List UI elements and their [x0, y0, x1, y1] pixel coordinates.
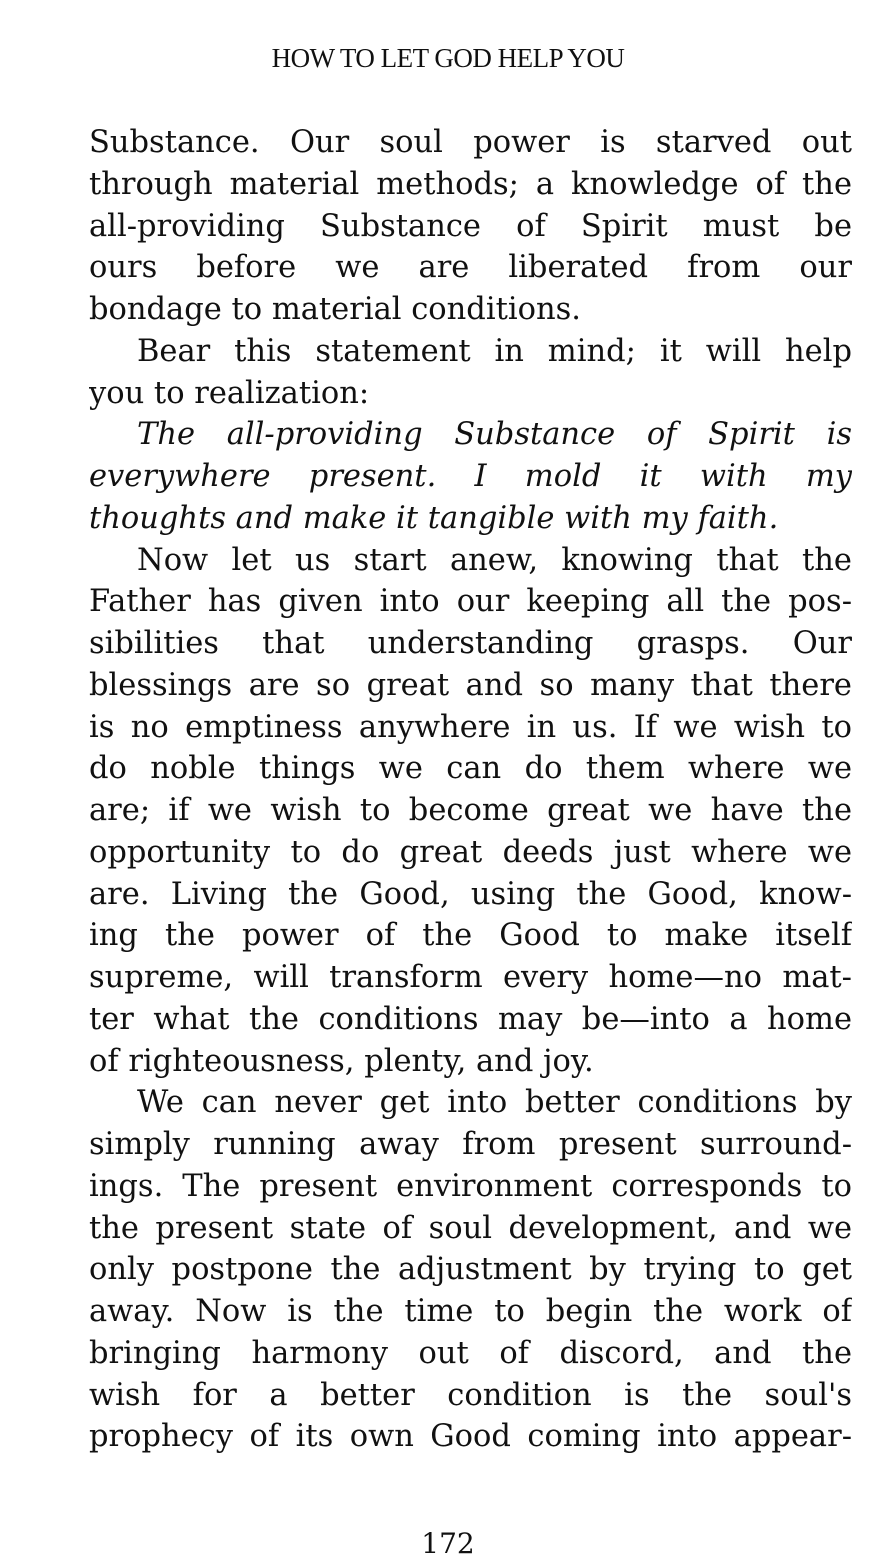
paragraph: [89, 540, 852, 1083]
text-line: ing the power of the Good to make itself: [89, 918, 852, 954]
text-line: The all-providing Substance of Spirit is: [137, 417, 852, 453]
text-line: ings. The present environment corresponds to: [89, 1168, 852, 1204]
text-line: through material methods; a knowledge of the: [89, 166, 852, 202]
text-line: Substance. Our soul power is starved out: [89, 125, 852, 160]
text-line: only postpone the adjustment by trying to get: [89, 1252, 852, 1288]
text-line: simply running away from present surround-: [89, 1127, 852, 1162]
paragraph: [89, 331, 852, 415]
paragraph: [89, 122, 852, 331]
body-text: [89, 122, 852, 1458]
running-head: HOW TO LET GOD HELP YOU: [271, 43, 625, 73]
text-line: ter what the conditions may be—into a home: [89, 1001, 852, 1037]
italic-statement: [89, 414, 852, 539]
text-line: of righteousness, plenty, and joy.: [89, 1043, 594, 1079]
text-line: is no emptiness anywhere in us. If we wish to: [89, 709, 852, 745]
text-line: Now let us start anew, knowing that the: [137, 542, 852, 578]
text-line: do noble things we can do them where we: [89, 751, 852, 787]
text-line: bondage to material conditions.: [89, 292, 581, 327]
text-line: ours before we are liberated from our: [89, 250, 852, 286]
text-line: thoughts and make it tangible with my faith.: [89, 500, 779, 536]
text-line: bringing harmony out of discord, and the: [89, 1335, 852, 1371]
text-line: sibilities that understanding grasps. Our: [89, 626, 852, 661]
text-line: everywhere present. I mold it with my: [89, 459, 852, 494]
text-line: prophecy of its own Good coming into appear-: [89, 1419, 852, 1455]
text-line: you to realization:: [89, 375, 370, 411]
text-line: opportunity to do great deeds just where we: [89, 834, 852, 870]
page-number: 172: [421, 1527, 475, 1560]
text-line: are. Living the Good, using the Good, know-: [89, 876, 852, 912]
text-line: away. Now is the time to begin the work of: [89, 1294, 852, 1329]
text-line: wish for a better condition is the soul's: [89, 1377, 852, 1413]
text-line: Bear this statement in mind; it will help: [137, 333, 852, 369]
text-line: all-providing Substance of Spirit must be: [89, 208, 852, 244]
text-line: the present state of soul development, and we: [89, 1210, 852, 1246]
text-line: We can never get into better conditions by: [137, 1085, 852, 1121]
paragraph: [89, 1082, 852, 1458]
text-line: Father has given into our keeping all the pos-: [89, 584, 852, 620]
text-line: blessings are so great and so many that there: [89, 667, 852, 703]
text-line: are; if we wish to become great we have the: [89, 793, 852, 828]
text-line: supreme, will transform every home—no mat-: [89, 960, 852, 995]
